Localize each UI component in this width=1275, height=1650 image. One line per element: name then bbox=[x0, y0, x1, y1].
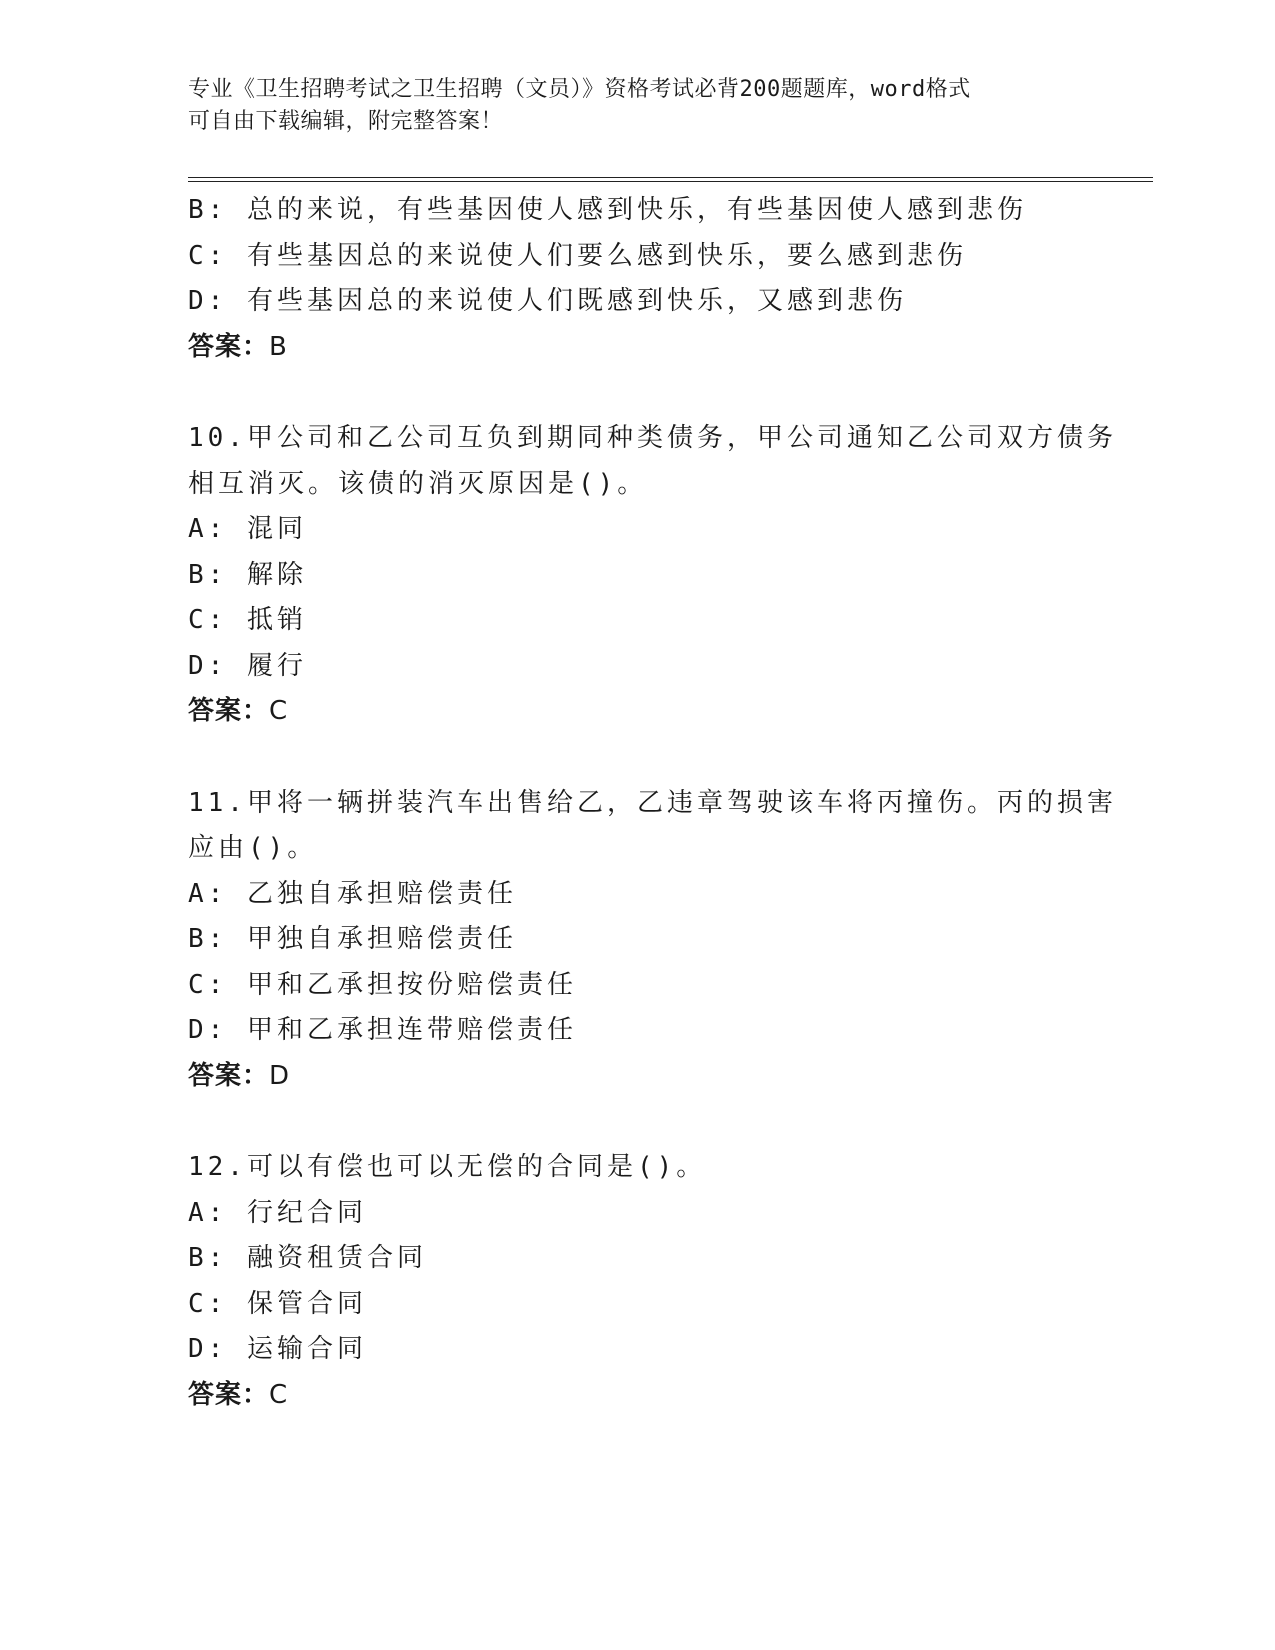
option-c: C: 抵销 bbox=[188, 605, 307, 635]
option-c: C: 甲和乙承担按份赔偿责任 bbox=[188, 969, 577, 1000]
answer-line bbox=[188, 325, 1148, 371]
answer-value: B bbox=[269, 331, 288, 362]
question-stem-line-1: 10.甲公司和乙公司互负到期同种类债务，甲公司通知乙公司双方债务 bbox=[188, 423, 1117, 453]
answer-line bbox=[188, 689, 1148, 735]
answer-label: 答案： bbox=[188, 1060, 270, 1091]
question-stem-line-1: 12.可以有偿也可以无偿的合同是()。 bbox=[188, 1152, 707, 1182]
question-list bbox=[188, 188, 1148, 1418]
option-a: A: 行纪合同 bbox=[188, 1197, 367, 1228]
answer-value: D bbox=[269, 1060, 291, 1091]
option-c: C: 保管合同 bbox=[188, 1288, 367, 1319]
question-stem-line-2: 相互消灭。该债的消灭原因是()。 bbox=[188, 468, 648, 499]
option-c: C: 有些基因总的来说使人们要么感到快乐，要么感到悲伤 bbox=[188, 240, 967, 271]
answer-value: C bbox=[269, 1379, 289, 1410]
question-10 bbox=[188, 416, 1148, 735]
answer-label: 答案： bbox=[188, 696, 270, 726]
question-stem-line-1: 11.甲将一辆拼装汽车出售给乙，乙违章驾驶该车将丙撞伤。丙的损害 bbox=[188, 787, 1117, 818]
answer-line bbox=[188, 1054, 1148, 1100]
header-title-line-1: 专业《卫生招聘考试之卫生招聘（文员）》资格考试必背200题题库，word格式 bbox=[188, 77, 971, 102]
option-d: D: 有些基因总的来说使人们既感到快乐，又感到悲伤 bbox=[188, 286, 907, 316]
question-12 bbox=[188, 1145, 1148, 1418]
option-d: D: 履行 bbox=[188, 650, 307, 681]
question-11 bbox=[188, 781, 1148, 1100]
option-a: A: 混同 bbox=[188, 514, 307, 544]
question-continued bbox=[188, 188, 1148, 370]
option-d: D: 运输合同 bbox=[188, 1334, 367, 1364]
document-header bbox=[188, 74, 1088, 138]
option-b: B: 融资租赁合同 bbox=[188, 1243, 427, 1273]
option-b: B: 甲独自承担赔偿责任 bbox=[188, 924, 517, 954]
answer-value: C bbox=[269, 696, 289, 726]
answer-label: 答案： bbox=[188, 1379, 270, 1410]
answer-label: 答案： bbox=[188, 331, 270, 362]
option-d: D: 甲和乙承担连带赔偿责任 bbox=[188, 1015, 577, 1045]
answer-line bbox=[188, 1373, 1148, 1419]
option-b: B: 解除 bbox=[188, 559, 307, 590]
option-a: A: 乙独自承担赔偿责任 bbox=[188, 878, 517, 909]
header-divider bbox=[188, 177, 1153, 182]
header-title-line-2: 可自由下载编辑，附完整答案！ bbox=[188, 109, 504, 134]
question-stem-line-2: 应由()。 bbox=[188, 833, 318, 863]
option-b: B: 总的来说，有些基因使人感到快乐，有些基因使人感到悲伤 bbox=[188, 195, 1027, 225]
